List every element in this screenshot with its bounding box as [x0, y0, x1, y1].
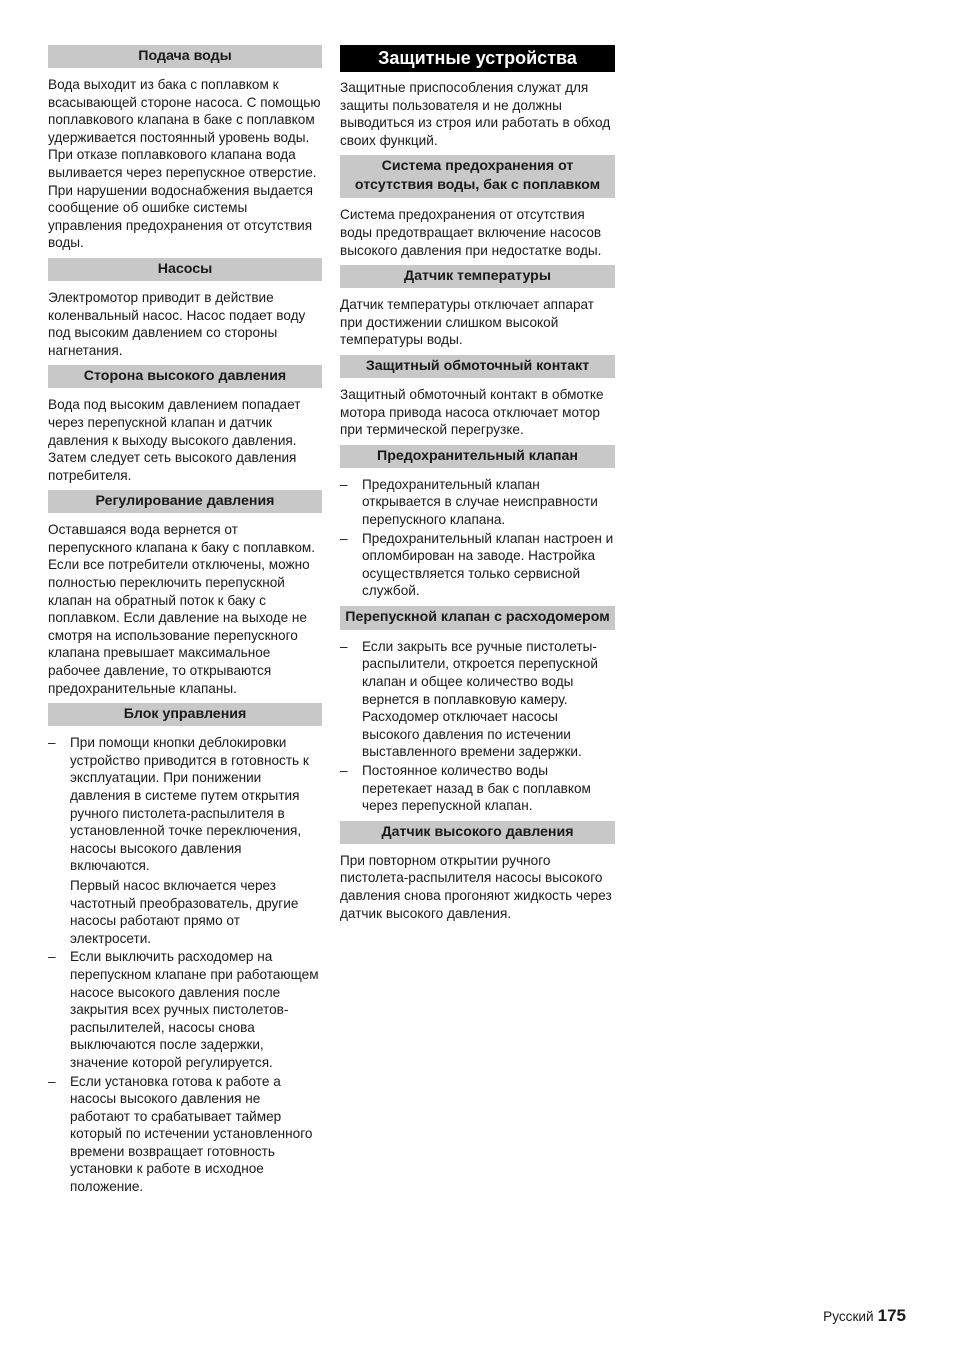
page-footer — [823, 1305, 906, 1328]
list-item-subtext: Первый насос включается через частотный преобразователь, другие насосы работают прямо от электросети. — [70, 877, 299, 946]
section-heading-high-pressure-side: Сторона высокого давления — [48, 365, 322, 388]
dash-bullet: – — [48, 735, 56, 751]
dash-bullet: – — [340, 638, 348, 654]
section-heading-water-supply: Подача воды — [48, 45, 322, 68]
high-pressure-sensor-text: При повторном открытии ручного пистолета-распылителя насосы высокого давления снова прогоняют жидкость через датчик высокого давления. — [340, 852, 612, 921]
section-heading-pressure-regulation: Регулирование давления — [48, 490, 322, 513]
dash-bullet: – — [340, 530, 348, 546]
temperature-sensor-text: Датчик температуры отключает аппарат при достижении слишком высокой температуры воды. — [340, 297, 595, 348]
section-heading-safety-valve: Предохранительный клапан — [340, 445, 615, 468]
list-item — [48, 734, 322, 947]
water-shortage-protection-text: Система предохранения от отсутствия воды предотвращает включение насосов высокого давления при недостатке воды. — [340, 207, 602, 258]
list-item-text: Предохранительный клапан настроен и опломбирован на заводе. Настройка осуществляется только сервисной службой. — [362, 530, 614, 599]
water-supply-text: Вода выходит из бака с поплавком к всасывающей стороне насоса. С помощью поплавкового клапана в баке с поплавком удерживается постоянный уровень воды. При отказе поплавкового клапана вода выливается через перепускное отверстие. При нарушении водоснабжения выдается сообщение об ошибке системы управления предохранения от отсутствия воды. — [48, 77, 321, 251]
dash-bullet: – — [340, 476, 348, 492]
pressure-regulation-text: Оставшаяся вода вернется от перепускного клапана к баку с поплавком. Если все потребители отключены, можно полностью переключить перепускной клапан на обратный поток к баку с поплавком. Если давление на выходе не смотря на использование перепускного клапана превышает максимальное рабочее давление, то открываются предохранительные клапаны. — [48, 522, 315, 696]
page-number: 175 — [877, 1306, 906, 1325]
section-heading-high-pressure-sensor: Датчик высокого давления — [340, 821, 615, 844]
pumps-text: Электромотор приводит в действие коленвальный насос. Насос подает воду под высоким давлением со стороны нагнетания. — [48, 289, 306, 358]
section-heading-bypass-valve-flowmeter: Перепускной клапан с расходомером — [340, 606, 615, 630]
safety-valve-list — [340, 476, 615, 600]
section-heading-water-shortage-protection: Система предохранения от отсутствия воды, бак с поплавком — [340, 155, 615, 198]
section-heading-control-unit: Блок управления — [48, 703, 322, 726]
footer-language: Русский — [823, 1309, 874, 1324]
section-heading-temperature-sensor: Датчик температуры — [340, 265, 615, 288]
list-item — [340, 476, 615, 529]
dash-bullet: – — [340, 763, 348, 779]
winding-contact-text: Защитный обмоточный контакт в обмотке мотора привода насоса отключает мотор при термической перегрузке. — [340, 386, 604, 438]
left-column — [48, 45, 322, 1202]
list-item-text: Постоянное количество воды перетекает назад в бак с поплавком через перепускной клапан. — [362, 763, 591, 814]
dash-bullet: – — [48, 949, 56, 965]
control-unit-list — [48, 734, 322, 1195]
list-item-text: Если закрыть все ручные пистолеты-распылители, откроется перепускной клапан и общее количество воды вернется в поплавковую камеру. Расходомер отключает насосы высокого давления по истечении выставленного времени задержки. — [362, 638, 598, 760]
list-item-text: При помощи кнопки деблокировки устройство приводится в готовность к эксплуатации. При понижении давления в системе путем открытия ручного пистолета-распылителя в установленной точке переключения, насосы высокого давления включаются. — [70, 735, 309, 874]
dash-bullet: – — [48, 1073, 56, 1089]
section-heading-winding-contact: Защитный обмоточный контакт — [340, 355, 615, 378]
safety-devices-text: Защитные приспособления служат для защиты пользователя и не должны выводиться из строя или работать в обход своих функций. — [340, 80, 611, 148]
bypass-valve-list — [340, 638, 615, 815]
list-item — [340, 638, 615, 761]
list-item-text: Предохранительный клапан открывается в случае неисправности перепускного клапана. — [362, 476, 598, 527]
high-pressure-side-text: Вода под высоким давлением попадает через перепускной клапан и датчик давления к выходу высокого давления. Затем следует сеть высокого давления потребителя. — [48, 397, 301, 483]
chapter-heading-safety-devices: Защитные устройства — [340, 45, 615, 72]
list-item — [340, 762, 615, 815]
list-item — [340, 530, 615, 600]
list-item-text: Если установка готова к работе а насосы высокого давления не работают то срабатывает таймер который по истечении установленного времени возвращает готовность установки к работе в исходное положение. — [70, 1073, 313, 1195]
list-item-text: Если выключить расходомер на перепускном клапане при работающем насосе высокого давления после закрытия всех ручных пистолетов-распылителей, насосы снова выключаются после задержки, значение которой регулируется. — [70, 949, 319, 1070]
section-heading-pumps: Насосы — [48, 258, 322, 281]
list-item — [48, 948, 322, 1071]
list-item — [48, 1073, 322, 1196]
right-column — [340, 45, 615, 928]
